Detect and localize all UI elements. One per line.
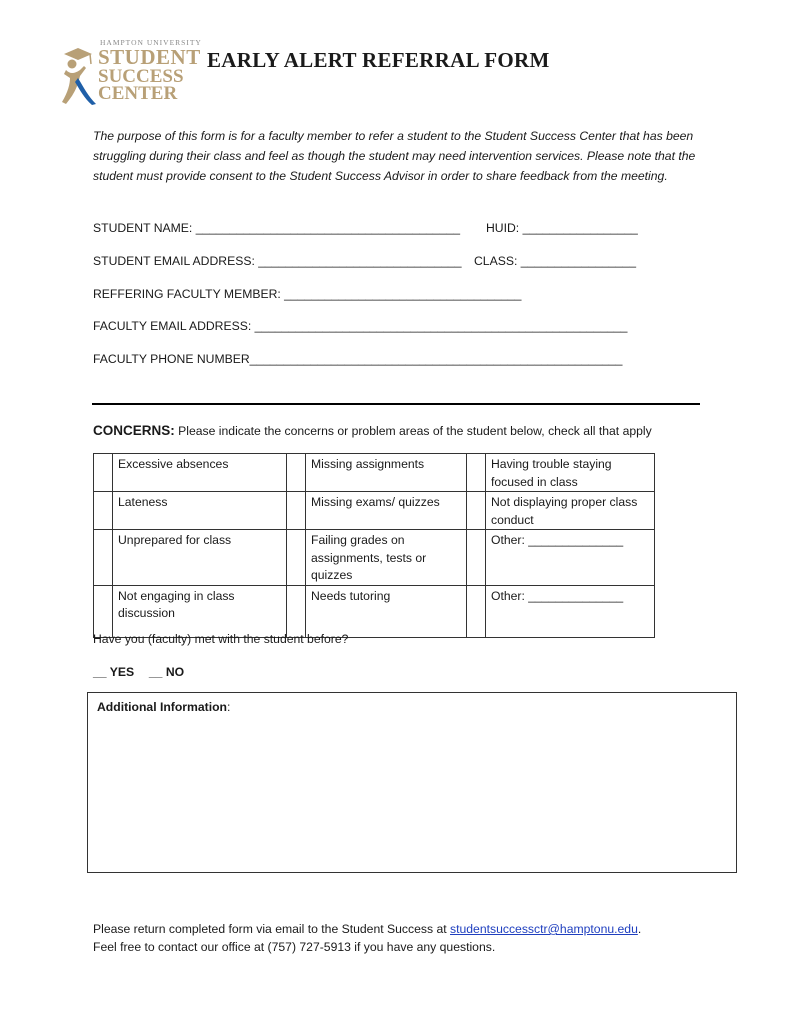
concern-option: Lateness: [113, 492, 287, 530]
concern-checkbox[interactable]: [467, 530, 486, 586]
student-figure-icon: [58, 44, 100, 106]
huid-field[interactable]: HUID: _________________: [486, 221, 638, 235]
concerns-heading: [93, 423, 652, 438]
concern-checkbox[interactable]: [467, 492, 486, 530]
concern-checkbox[interactable]: [287, 585, 306, 637]
footer-line-2: Feel free to contact our office at (757) 727-5913 if you have any questions.: [93, 940, 496, 954]
concerns-table: [93, 453, 655, 638]
concern-option: Failing grades on assignments, tests or quizzes: [306, 530, 467, 586]
concern-checkbox[interactable]: [94, 530, 113, 586]
logo-university-text: HAMPTON UNIVERSITY: [100, 38, 202, 47]
additional-information-box[interactable]: [87, 692, 737, 873]
faculty-email-field[interactable]: FACULTY EMAIL ADDRESS: _______________________________________________________: [93, 319, 628, 333]
student-name-field[interactable]: STUDENT NAME: _______________________________________: [93, 221, 461, 235]
met-before-question: Have you (faculty) met with the student before?: [93, 632, 349, 646]
concern-checkbox[interactable]: [94, 492, 113, 530]
concern-option: Not displaying proper class conduct: [486, 492, 655, 530]
logo-word-student: STUDENT: [98, 45, 201, 69]
logo-word-center: CENTER: [98, 83, 178, 104]
concerns-label: CONCERNS:: [93, 423, 175, 438]
concern-option-other[interactable]: Other: ______________: [486, 530, 655, 586]
concerns-instruction: Please indicate the concerns or problem areas of the student below, check all that apply: [178, 424, 652, 438]
table-row: [94, 454, 655, 492]
class-field[interactable]: CLASS: _________________: [474, 254, 636, 268]
section-divider: [92, 403, 700, 405]
concern-checkbox[interactable]: [94, 454, 113, 492]
concern-option: Not engaging in class discussion: [113, 585, 287, 637]
concern-option: Missing exams/ quizzes: [306, 492, 467, 530]
concern-checkbox[interactable]: [287, 454, 306, 492]
faculty-phone-field[interactable]: FACULTY PHONE NUMBER_______________________________________________________: [93, 352, 623, 366]
concern-option: Missing assignments: [306, 454, 467, 492]
concern-option: Unprepared for class: [113, 530, 287, 586]
table-row: [94, 530, 655, 586]
concern-checkbox[interactable]: [287, 530, 306, 586]
footer-line-1: Please return completed form via email to the Student Success at studentsuccessctr@hamptonu.edu.: [93, 922, 642, 936]
concern-option: Having trouble staying focused in class: [486, 454, 655, 492]
concern-option-other[interactable]: Other: ______________: [486, 585, 655, 637]
concern-option: Needs tutoring: [306, 585, 467, 637]
concern-checkbox[interactable]: [467, 585, 486, 637]
concern-checkbox[interactable]: [94, 585, 113, 637]
no-option[interactable]: __ NO: [148, 665, 185, 679]
student-email-field[interactable]: STUDENT EMAIL ADDRESS: ______________________________: [93, 254, 462, 268]
yes-option[interactable]: __ YES: [93, 665, 135, 679]
logo-word-success: SUCCESS: [98, 66, 184, 87]
student-success-center-logo: [58, 38, 203, 108]
footer-note: [93, 920, 641, 956]
concern-option: Excessive absences: [113, 454, 287, 492]
referring-faculty-field[interactable]: REFFERING FACULTY MEMBER: ___________________________________: [93, 287, 522, 301]
additional-information-label: Additional Information:: [97, 700, 231, 714]
concern-checkbox[interactable]: [287, 492, 306, 530]
concern-checkbox[interactable]: [467, 454, 486, 492]
met-before-options: [93, 665, 184, 679]
table-row: [94, 492, 655, 530]
purpose-paragraph: The purpose of this form is for a faculty member to refer a student to the Student Success Center that has been struggling during their class and feel as though the student may need intervention services. Please note that the student must provide consent to the Student Success Advisor in order to share feedback from the meeting.: [93, 129, 696, 183]
email-link[interactable]: studentsuccessctr@hamptonu.edu: [450, 922, 638, 936]
table-row: [94, 585, 655, 637]
form-title: EARLY ALERT REFERRAL FORM: [207, 48, 550, 72]
